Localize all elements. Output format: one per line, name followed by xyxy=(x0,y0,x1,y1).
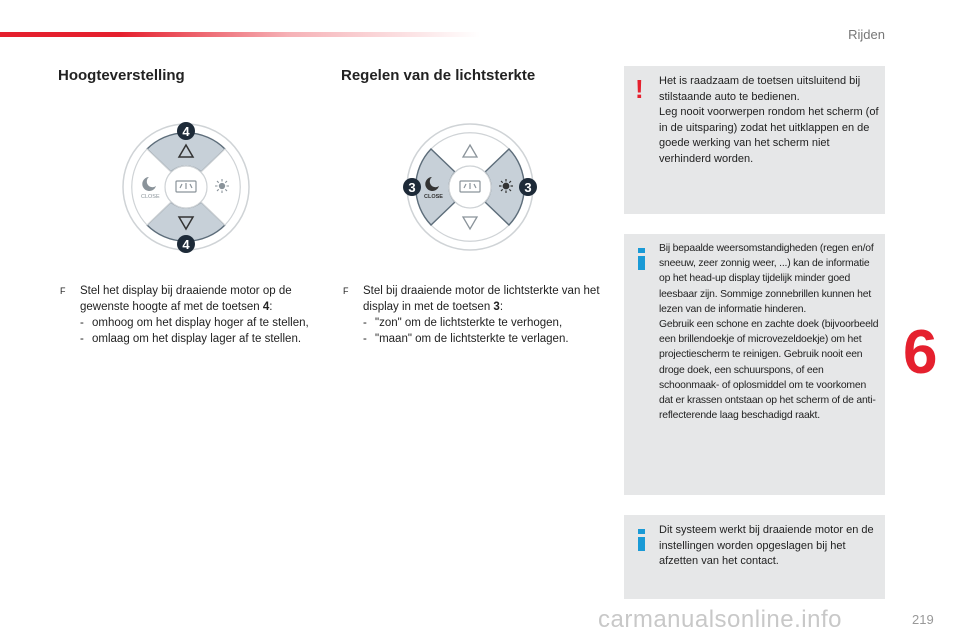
section-heading-brightness: Regelen van de lichtsterkte xyxy=(341,67,536,84)
page-number: 219 xyxy=(912,612,934,627)
warning-icon: ! xyxy=(635,74,644,104)
info-icon xyxy=(636,529,646,551)
sun-icon xyxy=(215,179,229,193)
info-text: Dit systeem werkt bij draaiende motor en de instellingen worden opgeslagen bij het afzetten van het contact. xyxy=(659,524,874,567)
info-box-readability xyxy=(624,234,885,495)
chapter-accent-bar xyxy=(0,32,480,37)
info-icon xyxy=(636,248,646,270)
key-suffix: : xyxy=(269,301,273,313)
info-text-paragraph: Bij bepaalde weersomstandigheden (regen en/of sneeuw, zeer zonnig weer, ...) kan de informatie op het head-up display tijdelijk minder goed leesbaar zijn. Sommige zonnebrillen kunnen het lezen van de informatie hinderen. xyxy=(659,243,874,315)
warning-text-paragraph: Leg nooit voorwerpen rondom het scherm (of in de uitsparing) zodat het uitklappen en de goede werking van het scherm niet verhinderd worden. xyxy=(659,106,879,165)
list-item-text: "maan" om de lichtsterkte te verlagen. xyxy=(375,333,569,345)
instructions-height xyxy=(60,283,322,347)
control-pad-height-svg xyxy=(121,120,251,255)
badge-number-top: 4 xyxy=(182,124,190,139)
instruction-text: Stel het display bij draaiende motor op de gewenste hoogte af met de toetsen xyxy=(80,285,292,313)
instruction-key: 3 xyxy=(493,301,500,313)
control-pad-brightness-svg xyxy=(403,120,538,255)
badge-number-bottom: 4 xyxy=(182,237,190,252)
list-item: - "zon" om de lichtsterkte te verhogen, xyxy=(363,317,563,329)
list-item-text: "zon" om de lichtsterkte te verhogen, xyxy=(375,317,563,329)
instruction-bullet: F xyxy=(343,286,349,296)
badge-number-right: 3 xyxy=(524,180,532,195)
watermark: carmanualsonline.info xyxy=(598,606,842,633)
instruction-bullet: F xyxy=(60,286,66,296)
instruction-text: Stel bij draaiende motor de lichtsterkte van het display in met de toetsen xyxy=(363,285,600,313)
list-item: - "maan" om de lichtsterkte te verlagen. xyxy=(363,333,569,345)
warning-box xyxy=(624,66,885,214)
instruction-step xyxy=(343,283,605,315)
brightness-control-diagram xyxy=(403,120,538,255)
warning-text xyxy=(659,74,879,167)
info-box-settings xyxy=(624,515,885,599)
list-item-text: omhoog om het display hoger af te stellen, xyxy=(92,317,309,329)
sun-icon xyxy=(499,179,513,193)
instructions-brightness xyxy=(343,283,605,347)
close-label-left: CLOSE xyxy=(141,194,160,200)
warning-text-paragraph: Het is raadzaam de toetsen uitsluitend bij stilstaande auto te bedienen. xyxy=(659,75,861,103)
section-heading-height: Hoogteverstelling xyxy=(58,67,185,84)
instruction-step xyxy=(60,283,322,315)
list-item-text: omlaag om het display lager af te stellen. xyxy=(92,333,302,345)
info-text-paragraph: Gebruik een schone en zachte doek (bijvoorbeeld een brillendoekje of microvezeldoekje) om het projectiescherm te reinigen. Gebruik nooit een droge doek, een schuurspons, of een schoonmaak- of oplosmiddel om te voorkomen dat er krassen ontstaan op het scherm of de anti-reflecterende laag beschadigd raakt. xyxy=(659,319,879,422)
height-control-diagram xyxy=(121,120,251,255)
chapter-title: Rijden xyxy=(848,27,885,42)
list-item: - omlaag om het display lager af te stellen. xyxy=(80,333,302,345)
key-suffix: : xyxy=(499,301,504,313)
instruction-key: 4 xyxy=(262,301,270,313)
chapter-number: 6 xyxy=(903,318,938,387)
info-text xyxy=(659,241,879,423)
close-label-mid: CLOSE xyxy=(424,194,443,200)
badge-number-left: 3 xyxy=(408,180,416,195)
list-item: - omhoog om het display hoger af te stellen, xyxy=(80,317,309,329)
